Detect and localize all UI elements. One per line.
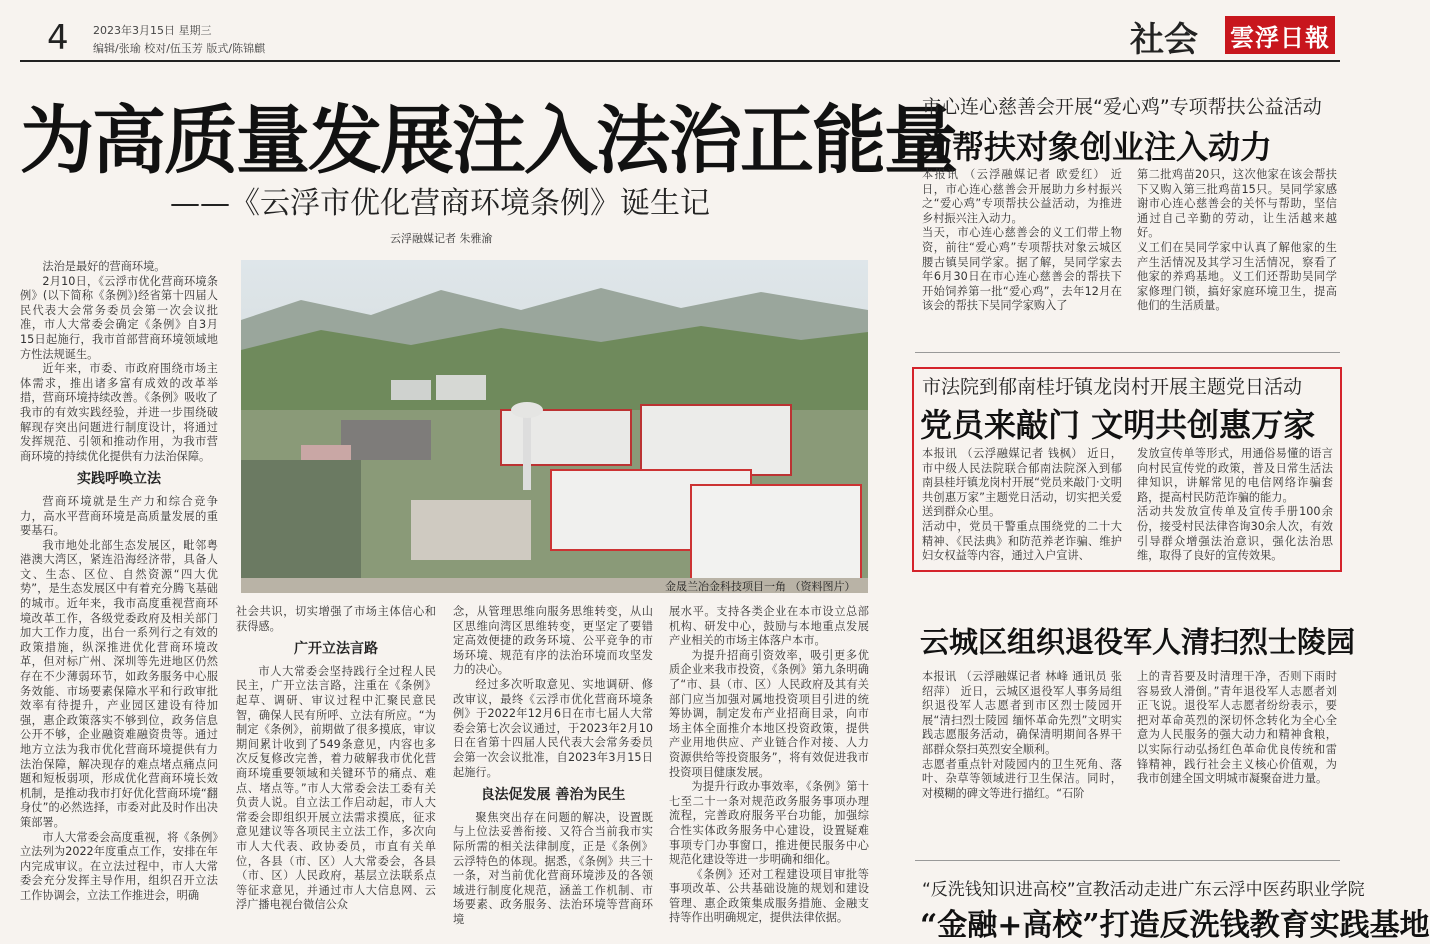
paragraph: 《条例》还对工程建设项目审批等事项改革、公共基础设施的规划和建设管理、惠企政策集成服务措施、金融支持等作出明确规定，提供法律依据。 [669,867,869,925]
paragraph: 为提升行政办事效率，《条例》第十七至二十一条对规范政务服务事项办理流程，完善政府服务平台功能，加强综合性实体政务服务中心建设，设置疑难事项专门办事窗口，推进便民服务中心规范化建设等进一步明确和细化。 [669,780,869,867]
page-number: 4 [47,18,69,58]
paragraph: 社会共识，切实增强了市场主体信心和获得感。 [236,605,436,633]
paragraph: 法治是最好的营商环境。 [42,260,166,273]
main-byline: 云浮融媒记者 朱雅渝 [390,232,493,245]
article3-column-1: 本报讯 （云浮融媒记者 钱枫） 近日，市中级人民法院联合郁南法院深入到郁南县桂圩镇龙岗村开展“党员来敲门·文明共创惠万家”主题党日活动，切实把关爱送到群众心里。 活动中，党员干警重点围绕党的二十大精神、《民法典》和防范养老诈骗、维护妇女权益等内容，通过入户宣讲、 [922,447,1122,563]
article4-column-1: 本报讯 （云浮融媒记者 林峰 通讯员 张绍萍） 近日，云城区退役军人事务局组织退役军人志愿者到市区烈士陵园开展“清扫烈士陵园 缅怀革命先烈”文明实践志愿服务活动，确保清明期间各界干部群众祭扫英烈安全顺利。 志愿者重点针对陵园内的卫生死角、落叶、杂草等领域进行卫生保洁。同时，对模糊的碑文等进行描红。“石阶 [922,670,1122,800]
photo-caption: 金晟兰冶金科技项目一角 （资料图片） [665,580,856,593]
main-headline: 为高质量发展注入法治正能量 [20,98,956,184]
article2-kicker: 市心连心慈善会开展“爱心鸡”专项帮扶公益活动 [922,96,1322,118]
paragraph: 市人大常委会高度重视，将《条例》立法列为2022年度重点工作，安排在年内完成审议。在立法过程中，市人大常委会充分发挥主导作用，组织召开立法工作协调会，立法工作推进会，明确 [20,830,218,902]
paragraph: 2月10日，《云浮市优化营商环境条例》(以下简称《条例》)经省第十四届人民代表大会常务委员会第一次会议批准，市人大常委会确定《条例》自3月15日起施行，我市首部营商环境领域地方性法规诞生。 [20,274,218,361]
issue-date: 2023年3月15日 星期三 [93,24,212,37]
article4-column-2: 上的青苔要及时清理干净，否则下雨时容易致人滑倒。”青年退役军人志愿者刘正飞说。退役军人志愿者纷纷表示，要把对革命英烈的深切怀念转化为全心全意为人民服务的强大动力和精神食粮，以实际行动弘扬红色革命优良传统和雷锋精神，践行社会主义核心价值观，为我市创建全国文明城市凝聚奋进力量。 [1137,670,1337,786]
article4-title: 云城区组织退役军人清扫烈士陵园 [920,625,1356,659]
main-column-2 [236,605,436,928]
section-heading: 良法促发展 善治为民生 [480,787,626,804]
paragraph: 市人大常委会坚持践行全过程人民民主，广开立法言路，注重在《条例》起草、调研、审议过程中汇聚民意民智，确保人民有所呼、立法有所应。“为制定《条例》，前期做了很多摸底，审议期间累计收到了549条意见，内容也多次反复修改完善，着力破解我市优化营商环境重要领域和关键环节的痛点、难点、堵点等。”市人大常委会法工委有关负责人说。自立法工作启动起，市人大常委会即组织开展立法需求摸底，征求意见建议等各项民主立法工作，多次向市人大代表、政协委员，市直有关单位，各县（市、区）人大常委会，各县（市、区）人民政府，基层立法联系点等征求意见，并通过市人大信息网、云浮广播电视台微信公众 [236,664,436,912]
article3-column-2: 发放宣传单等形式，用通俗易懂的语言向村民宣传党的政策，普及日常生活法律知识，讲解常见的电信网络诈骗套路，提高村民防范诈骗的能力。 活动共发放宣传单及宣传手册100余份，接受村民法律咨询30余人次，有效引导群众增强法治意识，强化法治思维，取得了良好的宣传效果。 [1137,447,1333,563]
main-subheadline: ——《云浮市优化营商环境条例》诞生记 [170,186,710,221]
section-title: 社会 [1130,20,1198,60]
paragraph: 聚焦突出存在问题的解决，设置既与上位法妥善衔接、又符合当前我市实际所需的相关法律制度，正是《条例》云浮特色的体现。据悉，《条例》共三十一条，对当前优化营商环境涉及的各领域进行制度化规范，涵盖工作机制、市场要素、政务服务、法治环境等营商环境 [453,810,653,926]
article2-column-1: 本报讯 （云浮融媒记者 欧爱红） 近日，市心连心慈善会开展助力乡村振兴之“爱心鸡”专项帮扶公益活动，为推进乡村振兴注入动力。 当天，市心连心慈善会的义工们带上物资，前往“爱心鸡”专项帮扶对象云城区腰古镇吴同学家。据了解，吴同学家去年6月30日在市心连心慈善会的帮扶下开始饲养第一批“爱心鸡”，去年12月在该会的帮扶下吴同学家购入了 [922,168,1122,313]
section-divider [915,352,1340,353]
paragraph: 展水平。支持各类企业在本市设立总部机构、研发中心，鼓励与本地重点发展产业相关的市场主体落户本市。 [669,605,869,648]
main-column-4 [669,605,869,928]
section-divider [915,860,1340,861]
article2-title: 为帮扶对象创业注入动力 [920,128,1273,166]
paragraph: 营商环境就是生产力和综合竞争力，高水平营商环境是高质量发展的重要基石。 [20,494,218,538]
article5-title: “金融+高校”打造反洗钱教育实践基地 [920,908,1430,943]
newspaper-logo: 雲浮日報 [1225,16,1335,54]
main-column-3 [453,605,653,928]
section-heading: 实践呼唤立法 [77,471,161,488]
paragraph: 我市地处北部生态发展区，毗邻粤港澳大湾区，紧连沿海经济带，具备人文、生态、区位、自然资源“四大优势”，是生态发展区中有着充分腾飞基础的城市。近年来，我市高度重视营商环境改革工作，各级党委政府及相关部门加大工作力度，出台一系列行之有效的政策措施，纵深推进优化营商环境改革，但对标广州、深圳等先进地区仍然存在不少薄弱环节，如政务服务中心服务效能、市场要素保障水平和行政审批效率有待提升，产业园区建设有待加强，惠企政策落实不够到位，政务信息公开不够，企业融资难融资贵等。通过地方立法为我市优化营商环境提供有力法治保障，解决现存的难点堵点痛点问题和短板弱项，形成优化营商环境长效机制，是推动我市打好优化营商环境“翻身仗”的必然选择，市委对此及时作出决策部署。 [20,538,218,829]
article5-kicker: “反洗钱知识进高校”宣教活动走进广东云浮中医药职业学院 [922,880,1365,900]
section-heading: 广开立法言路 [294,641,378,658]
paragraph: 近年来，市委、市政府围绕市场主体需求，推出诸多富有成效的改革举措，营商环境持续改善。《条例》吸收了我市的有效实践经验，并进一步围绕破解现存突出问题进行制度设计，将通过发挥规范、引领和推动作用，为我市营商环境的持续优化提供有力法治保障。 [20,362,218,463]
article3-kicker: 市法院到郁南桂圩镇龙岗村开展主题党日活动 [922,376,1303,398]
paragraph: 为提升招商引资效率，吸引更多优质企业来我市投资，《条例》第九条明确了“市、县（市、区）人民政府及其有关部门应当加强对属地投资项目引进的统筹协调，制定发布产业招商目录，向市场主体全面推介本地区投资政策，提供产业用地供应、产业链合作对接、人力资源供给等投资服务”，将有效促进我市投资项目健康发展。 [669,648,869,779]
editor-credits: 编辑/张瑜 校对/伍玉芳 版式/陈锦麒 [93,42,266,55]
masthead-rule [20,60,1340,62]
article2-column-2: 第二批鸡苗20只，这次他家在该会帮扶下又购入第三批鸡苗15只。吴同学家感谢市心连心慈善会的关怀与帮助，坚信通过自己辛勤的劳动，让生活越来越好。 义工们在吴同学家中认真了解他家的生产生活情况及其学习生活情况，察看了他家的养鸡基地。义工们还帮助吴同学家修理门锁，搞好家庭环境卫生，提高他们的生活质量。 [1137,168,1337,313]
paragraph: 念，从管理思维向服务思维转变，从山区思维向湾区思维转变，更坚定了要错定高效便捷的政务环境、公平竞争的市场环境、规范有序的法治环境而攻坚发力的决心。 [453,605,653,677]
paragraph: 经过多次听取意见、实地调研、修改审议，最终《云浮市优化营商环境条例》于2022年12月6日在市七届人大常委会第七次会议通过，于2023年2月10日在省第十四届人民代表大会常务委员会第一次会议批准，自2023年3月15日起施行。 [453,677,653,779]
industrial-park-photo [241,260,868,593]
article3-title: 党员来敲门 文明共创惠万家 [920,406,1316,444]
main-column-1 [20,260,218,928]
